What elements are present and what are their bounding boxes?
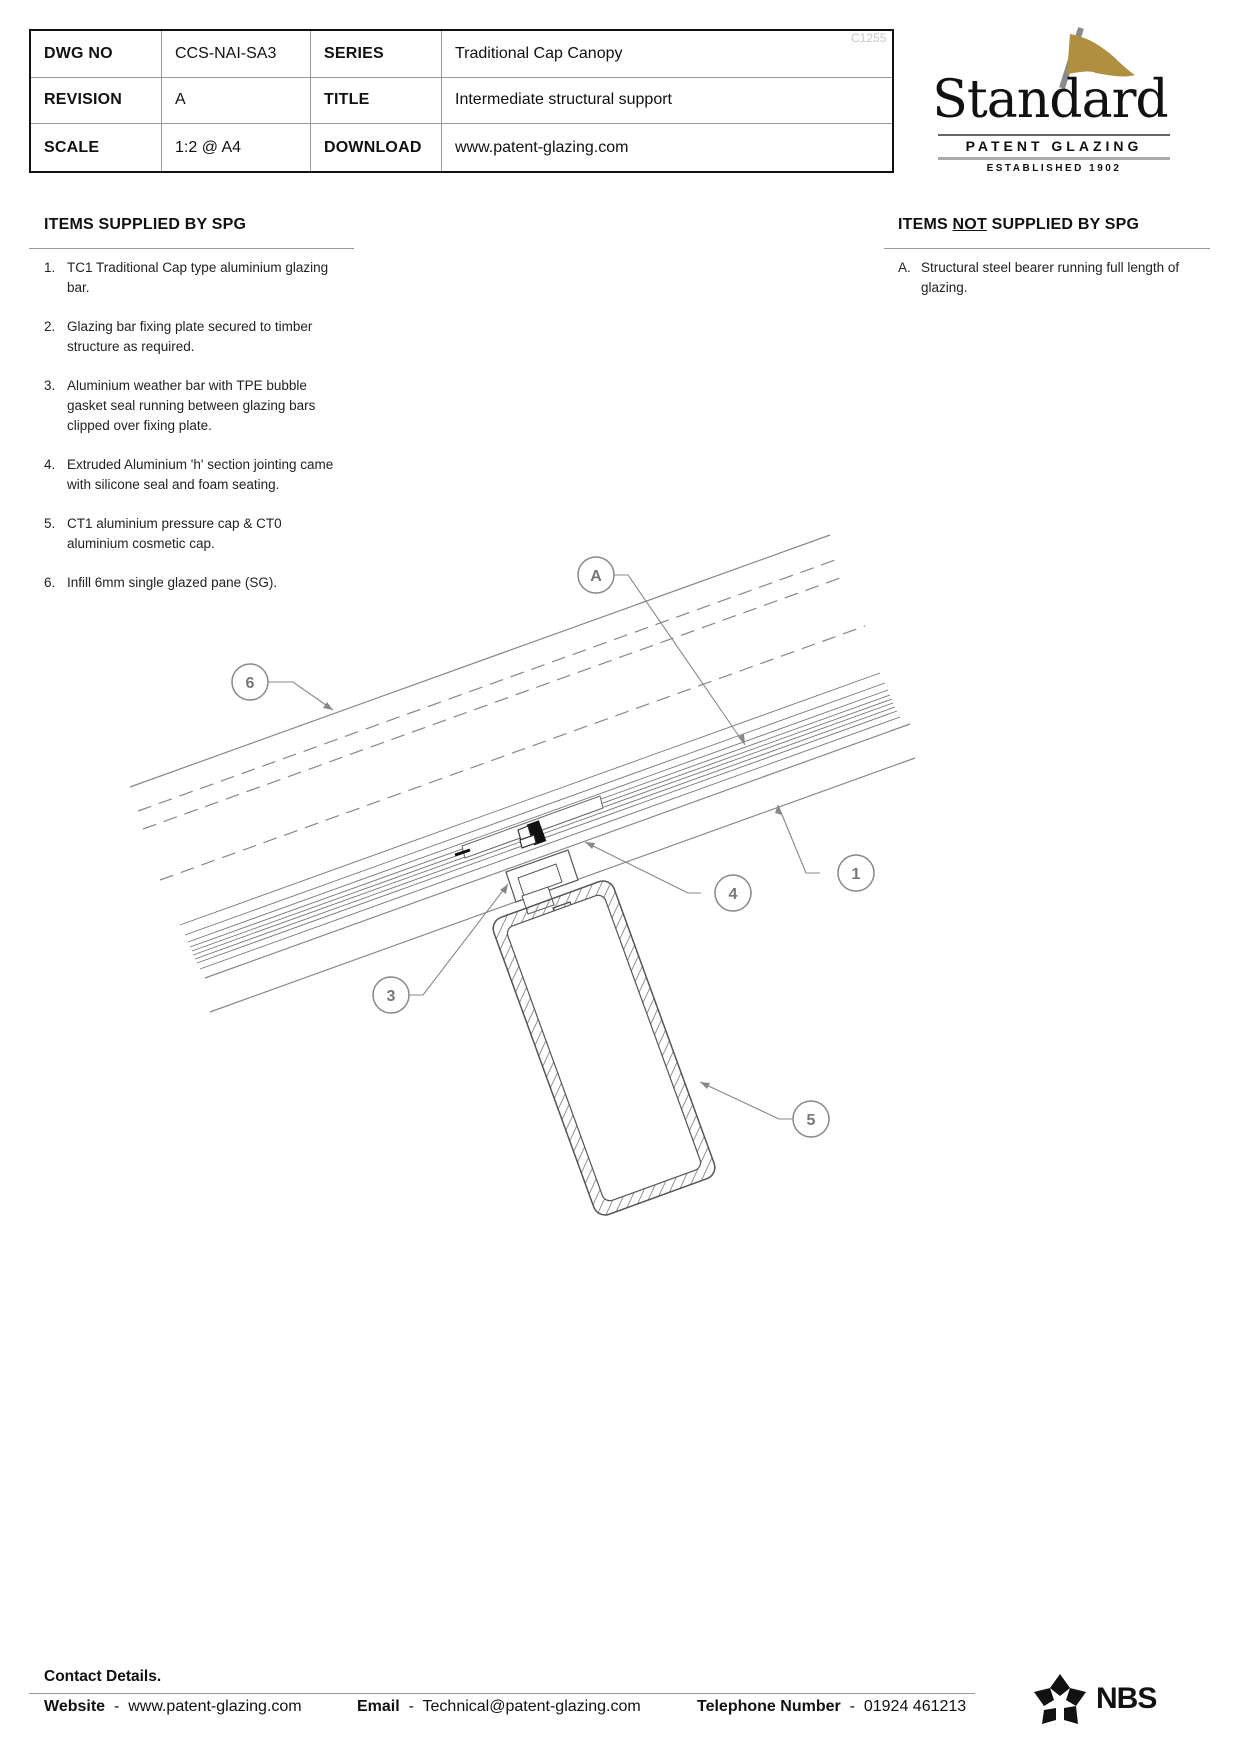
callout-1 (838, 855, 874, 891)
contact-title: Contact Details. (44, 1668, 162, 1685)
callout-4 (715, 875, 751, 911)
footer-rule (29, 1693, 975, 1694)
nbs-flower-icon (1028, 1670, 1092, 1734)
not-supplied-title: ITEMS NOT SUPPLIED BY SPG (898, 216, 1140, 233)
series-value: Traditional Cap Canopy (442, 31, 892, 78)
email-link[interactable]: Technical@patent-glazing.com (422, 1698, 641, 1715)
list-item: 2. Glazing bar fixing plate secured to timber structure as required. (44, 319, 313, 354)
cap-outline (130, 535, 830, 787)
scale-label: SCALE (31, 124, 162, 171)
nbs-logo (1028, 1670, 1168, 1732)
svg-text:4: 4 (728, 886, 738, 903)
callout-5 (232, 664, 268, 700)
callout-3 (373, 977, 409, 1013)
footer-phone: Telephone Number - 01924 461213 (697, 1698, 967, 1715)
revision-label: REVISION (31, 78, 162, 125)
svg-text:A: A (590, 568, 602, 585)
footer-email: Email - Technical@patent-glazing.com (357, 1698, 641, 1715)
jointing-came (455, 796, 603, 858)
scale-value: 1:2 @ A4 (162, 124, 311, 171)
revision-value: A (162, 78, 311, 125)
svg-text:5: 5 (806, 1112, 816, 1129)
nbs-text: NBS (1096, 1682, 1157, 1715)
svg-text:3: 3 (386, 988, 396, 1005)
dwg-no-value: CCS-NAI-SA3 (162, 31, 311, 78)
supplied-title: ITEMS SUPPLIED BY SPG (44, 216, 247, 233)
website-link[interactable]: www.patent-glazing.com (128, 1698, 302, 1715)
title-label: TITLE (311, 78, 442, 125)
steel-bearer (490, 878, 718, 1219)
list-item: 4. Extruded Aluminium 'h' section jointing came with silicone seal and foam seating. (44, 457, 334, 492)
list-item: 6. Infill 6mm single glazed pane (SG). (44, 575, 278, 590)
logo-established: ESTABLISHED 1902 (986, 163, 1122, 174)
list-item: 1. TC1 Traditional Cap type aluminium glazing bar. (44, 260, 329, 295)
logo-subtitle: PATENT GLAZING (965, 138, 1143, 154)
svg-text:1: 1 (851, 866, 861, 883)
footer-website: Website - www.patent-glazing.com (44, 1698, 302, 1715)
list-item: 3. Aluminium weather bar with TPE bubble gasket seal running between glazing bars clipped over fixing plate. (44, 378, 316, 433)
series-label: SERIES (311, 31, 442, 78)
dwg-no-label: DWG NO (31, 31, 162, 78)
phone-number[interactable]: 01924 461213 (863, 1698, 967, 1715)
download-link[interactable]: www.patent-glazing.com (455, 138, 629, 156)
svg-text:6: 6 (245, 675, 255, 692)
callout-6 (578, 557, 614, 593)
download-label: DOWNLOAD (311, 124, 442, 171)
list-item: 5. CT1 aluminium pressure cap & CT0 aluminium cosmetic cap. (44, 516, 282, 551)
list-item: A. Structural steel bearer running full length of glazing. (898, 260, 1180, 295)
logo-wordmark: Standard (932, 70, 1168, 130)
drawing-ref-code: C1255 (851, 31, 887, 45)
title-value: Intermediate structural support (442, 78, 892, 125)
callout-a (793, 1101, 829, 1137)
